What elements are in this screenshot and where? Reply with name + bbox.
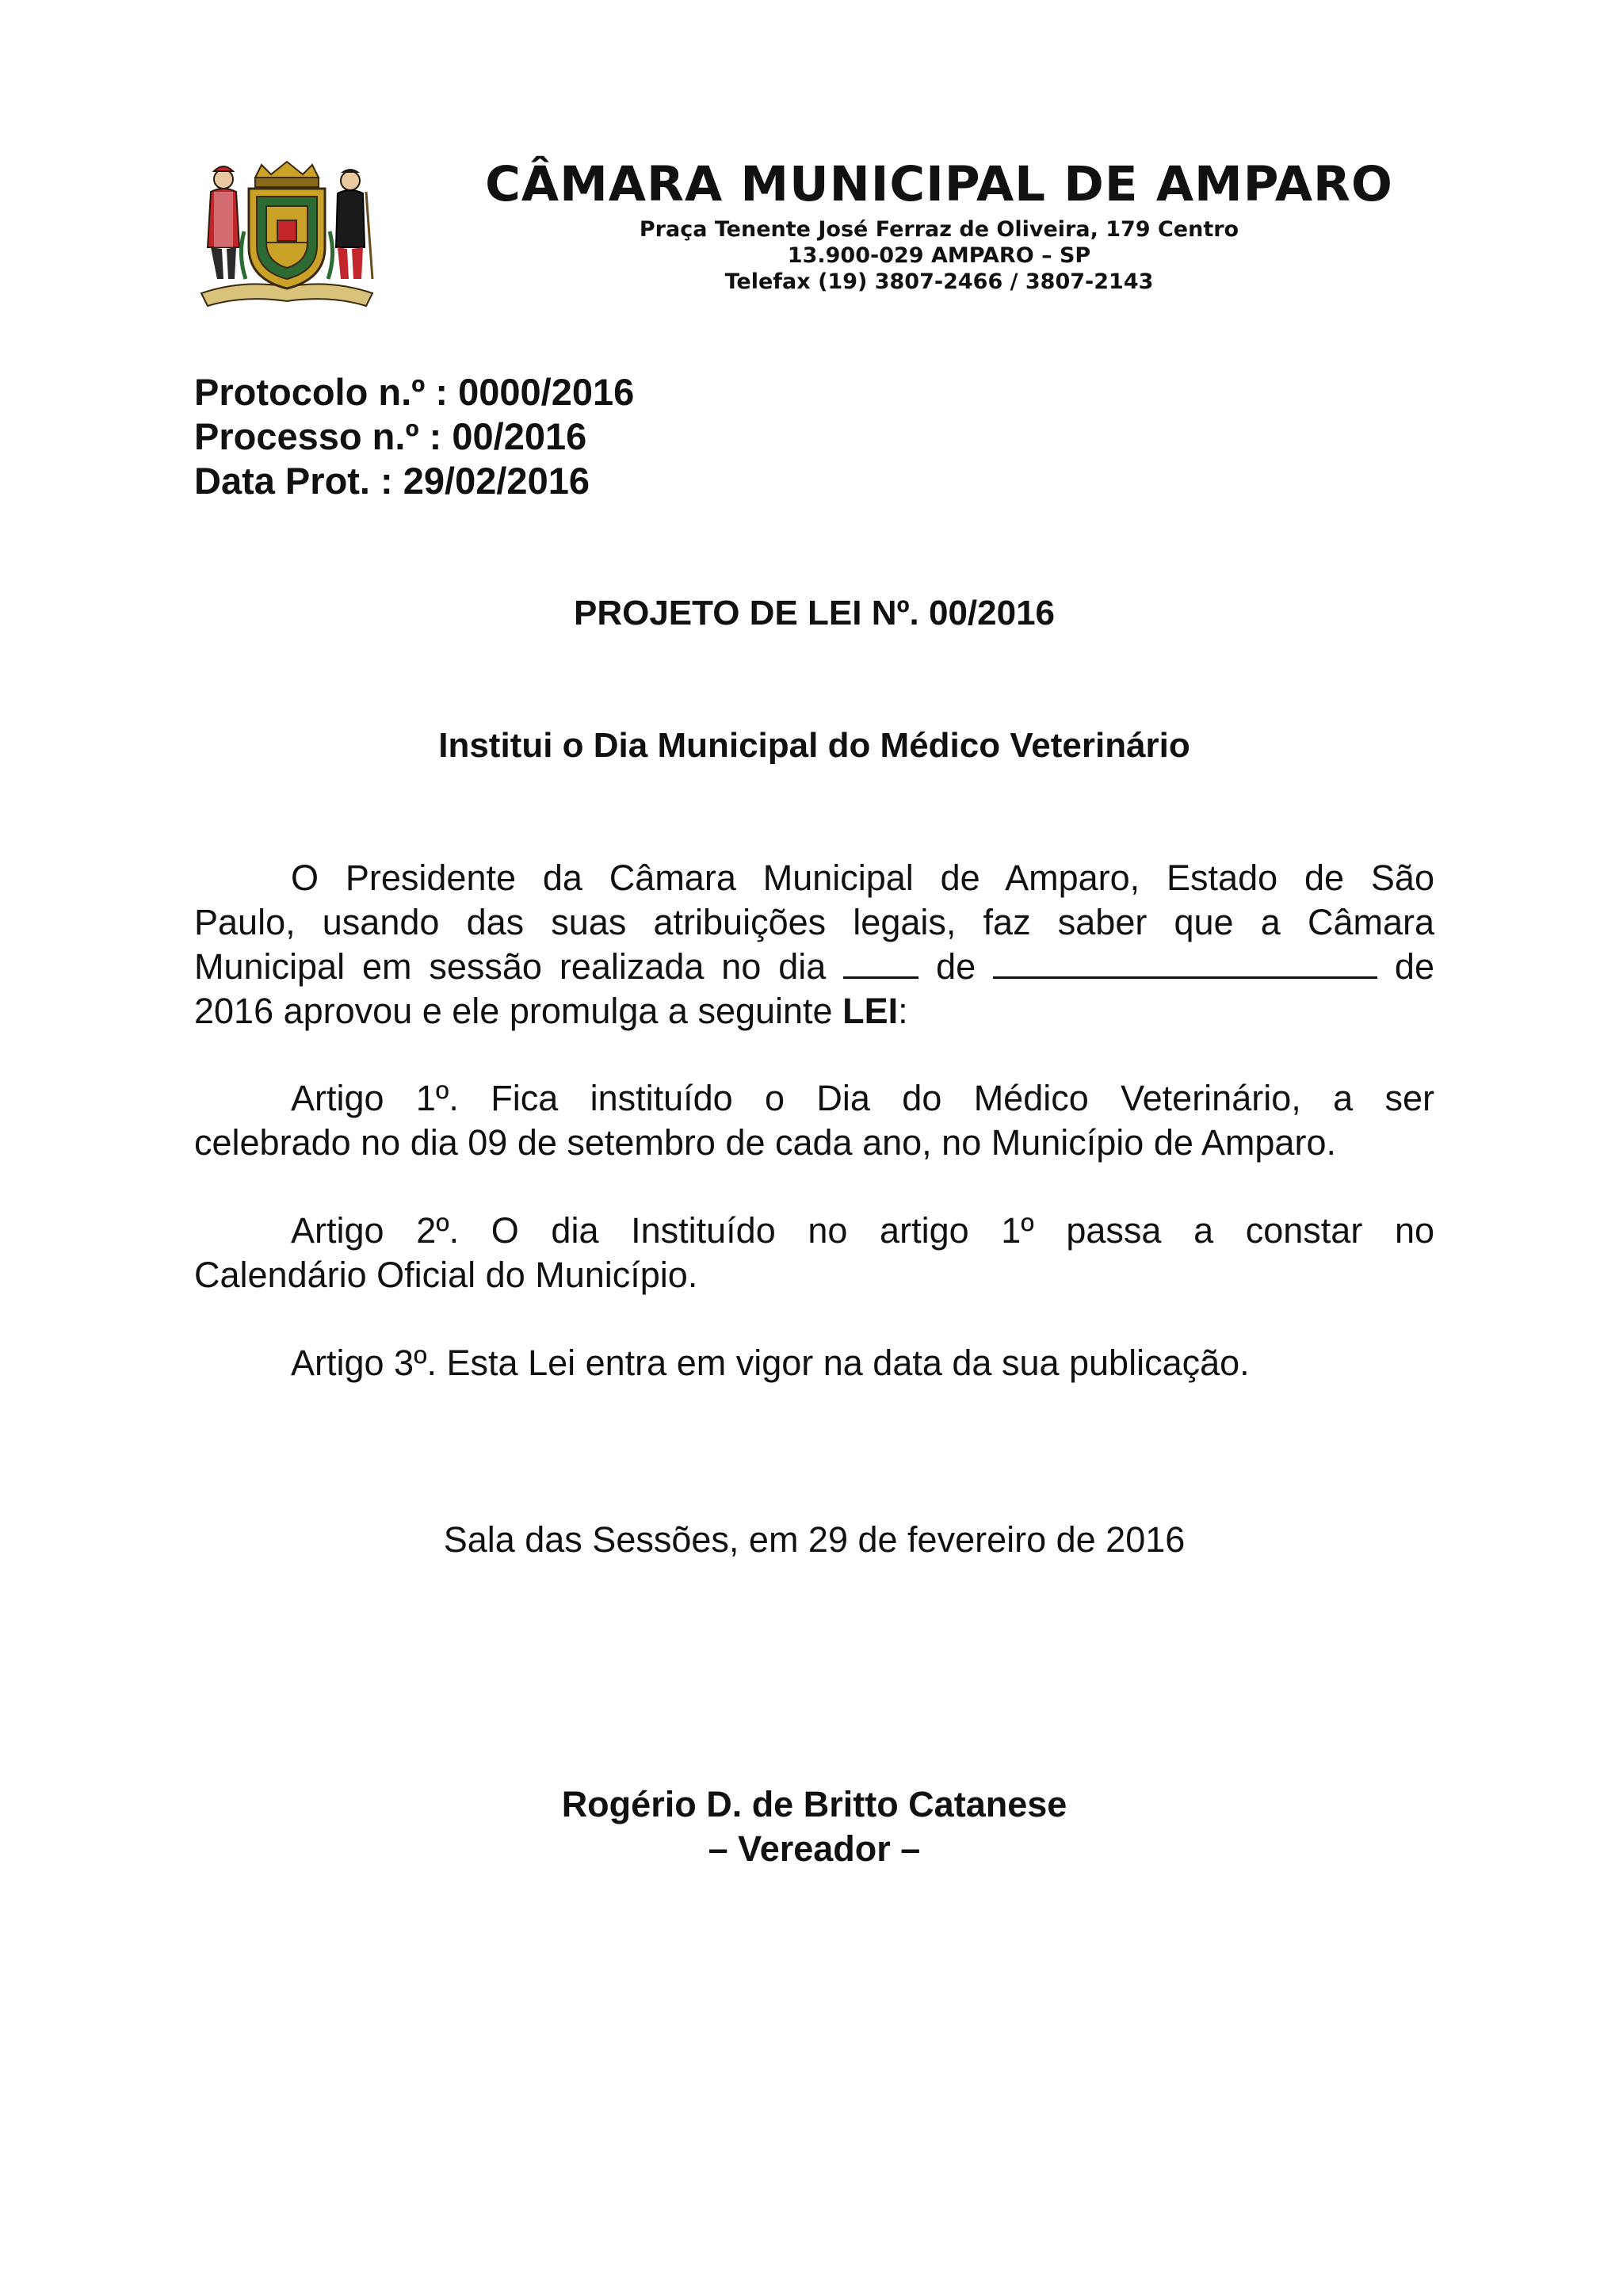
day-blank bbox=[843, 945, 918, 979]
article-2-line-2: Calendário Oficial do Município. bbox=[194, 1255, 698, 1295]
law-word: LEI bbox=[842, 991, 899, 1031]
preamble-line-3-end: de bbox=[1394, 946, 1434, 987]
address-line-2: 13.900-029 AMPARO – SP bbox=[787, 243, 1091, 268]
preamble-line-4-start: 2016 aprovou e ele promulga a seguinte bbox=[194, 991, 833, 1031]
preamble-line-3 bbox=[194, 945, 1434, 989]
preamble-line-1: O Presidente da Câmara Municipal de Amparo, Estado de São bbox=[291, 858, 1434, 898]
bill-subject: Institui o Dia Municipal do Médico Veterinário bbox=[438, 726, 1190, 765]
bill-title: PROJETO DE LEI Nº. 00/2016 bbox=[573, 594, 1056, 632]
signer-role: – Vereador – bbox=[708, 1828, 921, 1869]
article-3-line-1: Artigo 3º. Esta Lei entra em vigor na data da sua publicação. bbox=[291, 1343, 1250, 1383]
preamble-paragraph bbox=[194, 856, 1434, 1033]
article-1 bbox=[194, 1076, 1434, 1165]
session-date: Sala das Sessões, em 29 de fevereiro de 2016 bbox=[443, 1519, 1186, 1560]
article-1-line-2: celebrado no dia 09 de setembro de cada ano, no Município de Amparo. bbox=[194, 1122, 1336, 1163]
address-line-1: Praça Tenente José Ferraz de Oliveira, 179 Centro bbox=[639, 217, 1239, 242]
process-number: Processo n.º : 00/2016 bbox=[194, 415, 587, 457]
preamble-line-4 bbox=[194, 989, 1434, 1033]
preamble-line-3-de: de bbox=[936, 946, 976, 987]
preamble-line-2: Paulo, usando das suas atribuições legais, faz saber que a Câmara bbox=[194, 902, 1434, 942]
phone-line: Telefax (19) 3807-2466 / 3807-2143 bbox=[724, 269, 1154, 294]
article-3 bbox=[194, 1341, 1434, 1385]
article-2-line-1: Artigo 2º. O dia Instituído no artigo 1º passa a constar no bbox=[291, 1210, 1434, 1251]
signer-name: Rogério D. de Britto Catanese bbox=[561, 1784, 1067, 1824]
institution-name: CÂMARA MUNICIPAL DE AMPARO bbox=[485, 156, 1393, 212]
municipal-coat-of-arms-icon bbox=[197, 160, 377, 311]
preamble-line-4-end: : bbox=[898, 991, 908, 1031]
month-blank bbox=[993, 945, 1377, 979]
article-1-line-1: Artigo 1º. Fica instituído o Dia do Médico Veterinário, a ser bbox=[291, 1078, 1434, 1118]
article-2 bbox=[194, 1209, 1434, 1297]
protocol-number: Protocolo n.º : 0000/2016 bbox=[194, 371, 635, 413]
protocol-date: Data Prot. : 29/02/2016 bbox=[194, 460, 590, 502]
preamble-line-3-start: Municipal em sessão realizada no dia bbox=[194, 946, 827, 987]
